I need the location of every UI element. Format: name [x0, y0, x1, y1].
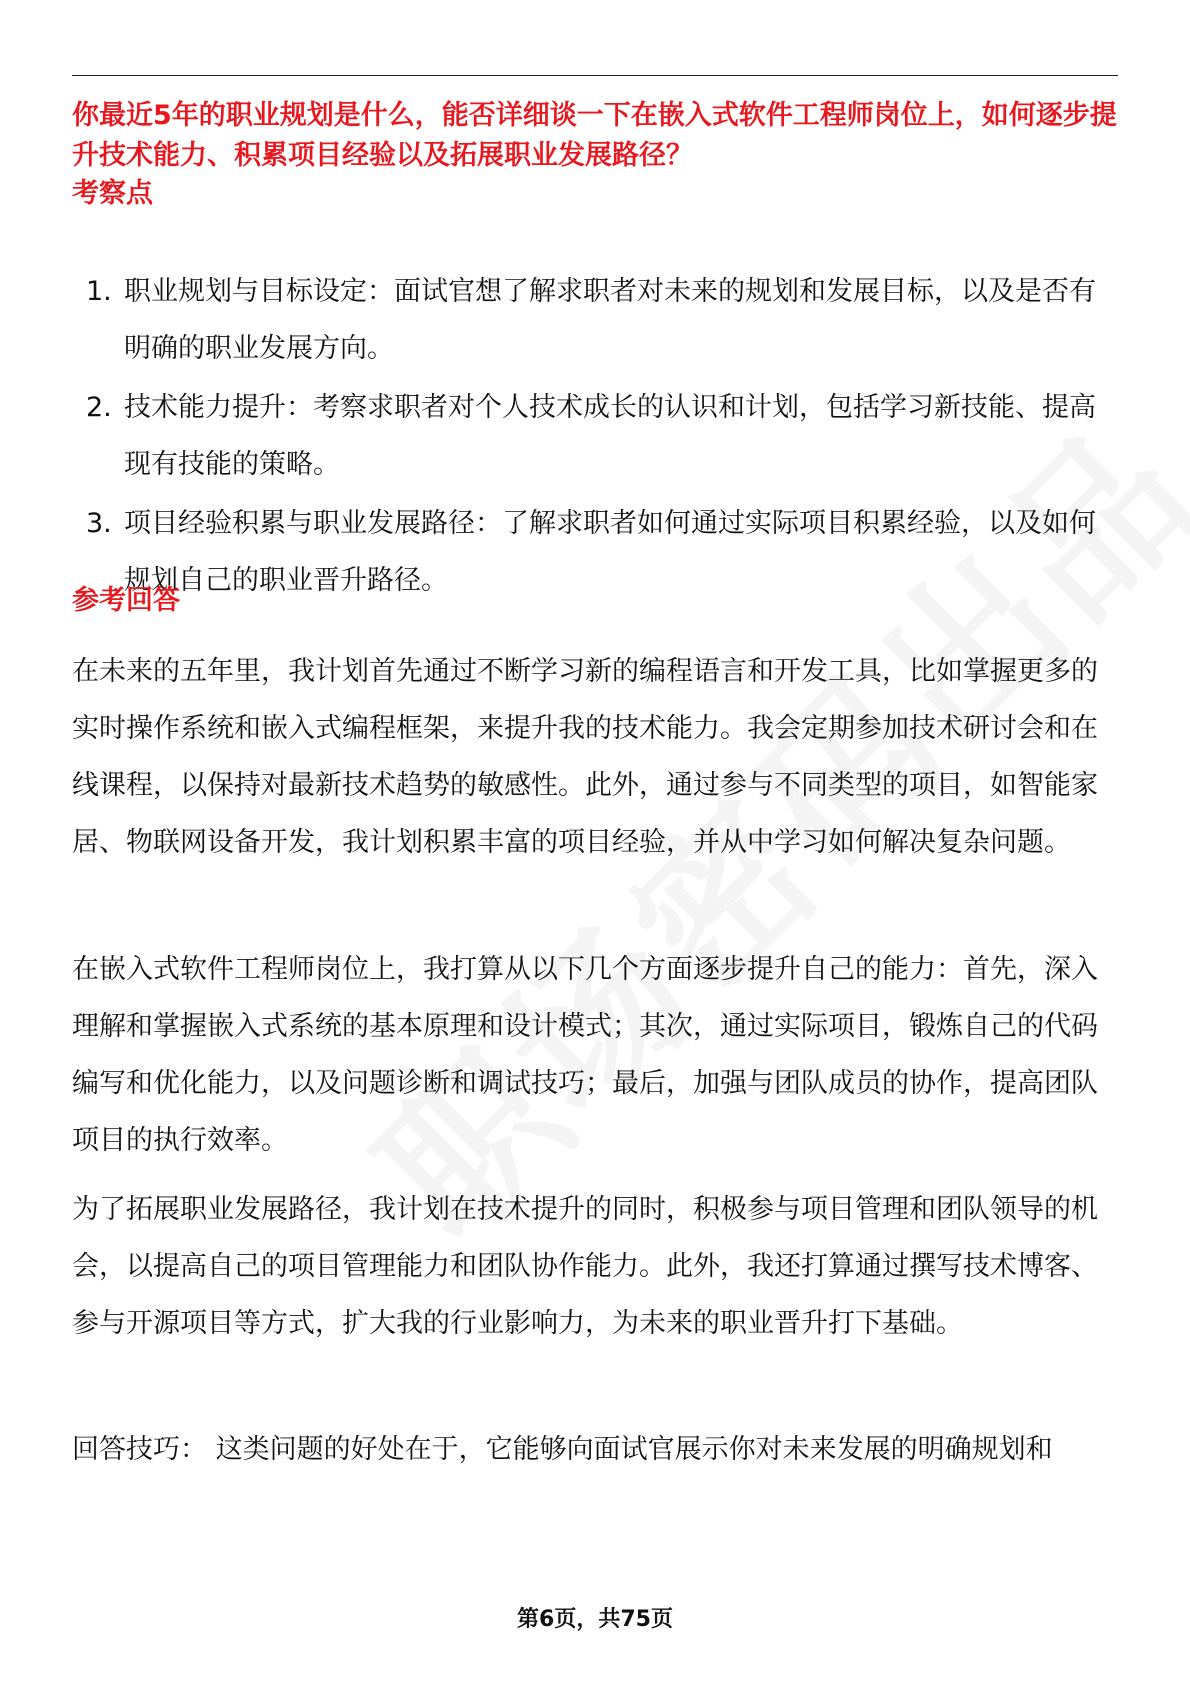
assessment-heading: 考察点: [72, 178, 153, 209]
assessment-item-number: 1.: [86, 276, 112, 307]
question-title: 你最近5年的职业规划是什么，能否详细谈一下在嵌入式软件工程师岗位上，如何逐步提升技术能力、积累项目经验以及拓展职业发展路径？: [72, 100, 1117, 171]
assessment-item-number: 3.: [86, 508, 112, 539]
assessment-item: [72, 495, 1118, 609]
assessment-item: [72, 263, 1118, 377]
answer-paragraph: 为了拓展职业发展路径，我计划在技术提升的同时，积极参与项目管理和团队领导的机会，以提高自己的项目管理能力和团队协作能力。此外，我还打算通过撰写技术博客、参与开源项目等方式，扩大我的行业影响力，为未来的职业晋升打下基础。: [72, 1194, 1098, 1339]
page-number: 第6页，共75页: [517, 1607, 673, 1632]
top-divider: [72, 75, 1118, 76]
answer-heading: 参考回答: [72, 585, 180, 616]
answer-paragraph: 在嵌入式软件工程师岗位上，我打算从以下几个方面逐步提升自己的能力：首先，深入理解和掌握嵌入式系统的基本原理和设计模式；其次，通过实际项目，锻炼自己的代码编写和优化能力，以及问题诊断和调试技巧；最后，加强与团队成员的协作，提高团队项目的执行效率。: [72, 954, 1098, 1156]
assessment-list: [72, 263, 1118, 611]
assessment-item-text: 项目经验积累与职业发展路径：了解求职者如何通过实际项目积累经验，以及如何规划自己的职业晋升路径。: [124, 508, 1096, 596]
assessment-item: [72, 379, 1118, 493]
assessment-item-number: 2.: [86, 392, 112, 423]
answer-tip: 回答技巧： 这类问题的好处在于，它能够向面试官展示你对未来发展的明确规划和: [72, 1434, 1053, 1465]
answer-paragraph: 在未来的五年里，我计划首先通过不断学习新的编程语言和开发工具，比如掌握更多的实时操作系统和嵌入式编程框架，来提升我的技术能力。我会定期参加技术研讨会和在线课程，以保持对最新技术趋势的敏感性。此外，通过参与不同类型的项目，如智能家居、物联网设备开发，我计划积累丰富的项目经验，并从中学习如何解决复杂问题。: [72, 656, 1098, 858]
assessment-item-text: 技术能力提升：考察求职者对个人技术成长的认识和计划，包括学习新技能、提高现有技能的策略。: [124, 392, 1096, 480]
assessment-item-text: 职业规划与目标设定：面试官想了解求职者对未来的规划和发展目标，以及是否有明确的职业发展方向。: [124, 276, 1096, 364]
